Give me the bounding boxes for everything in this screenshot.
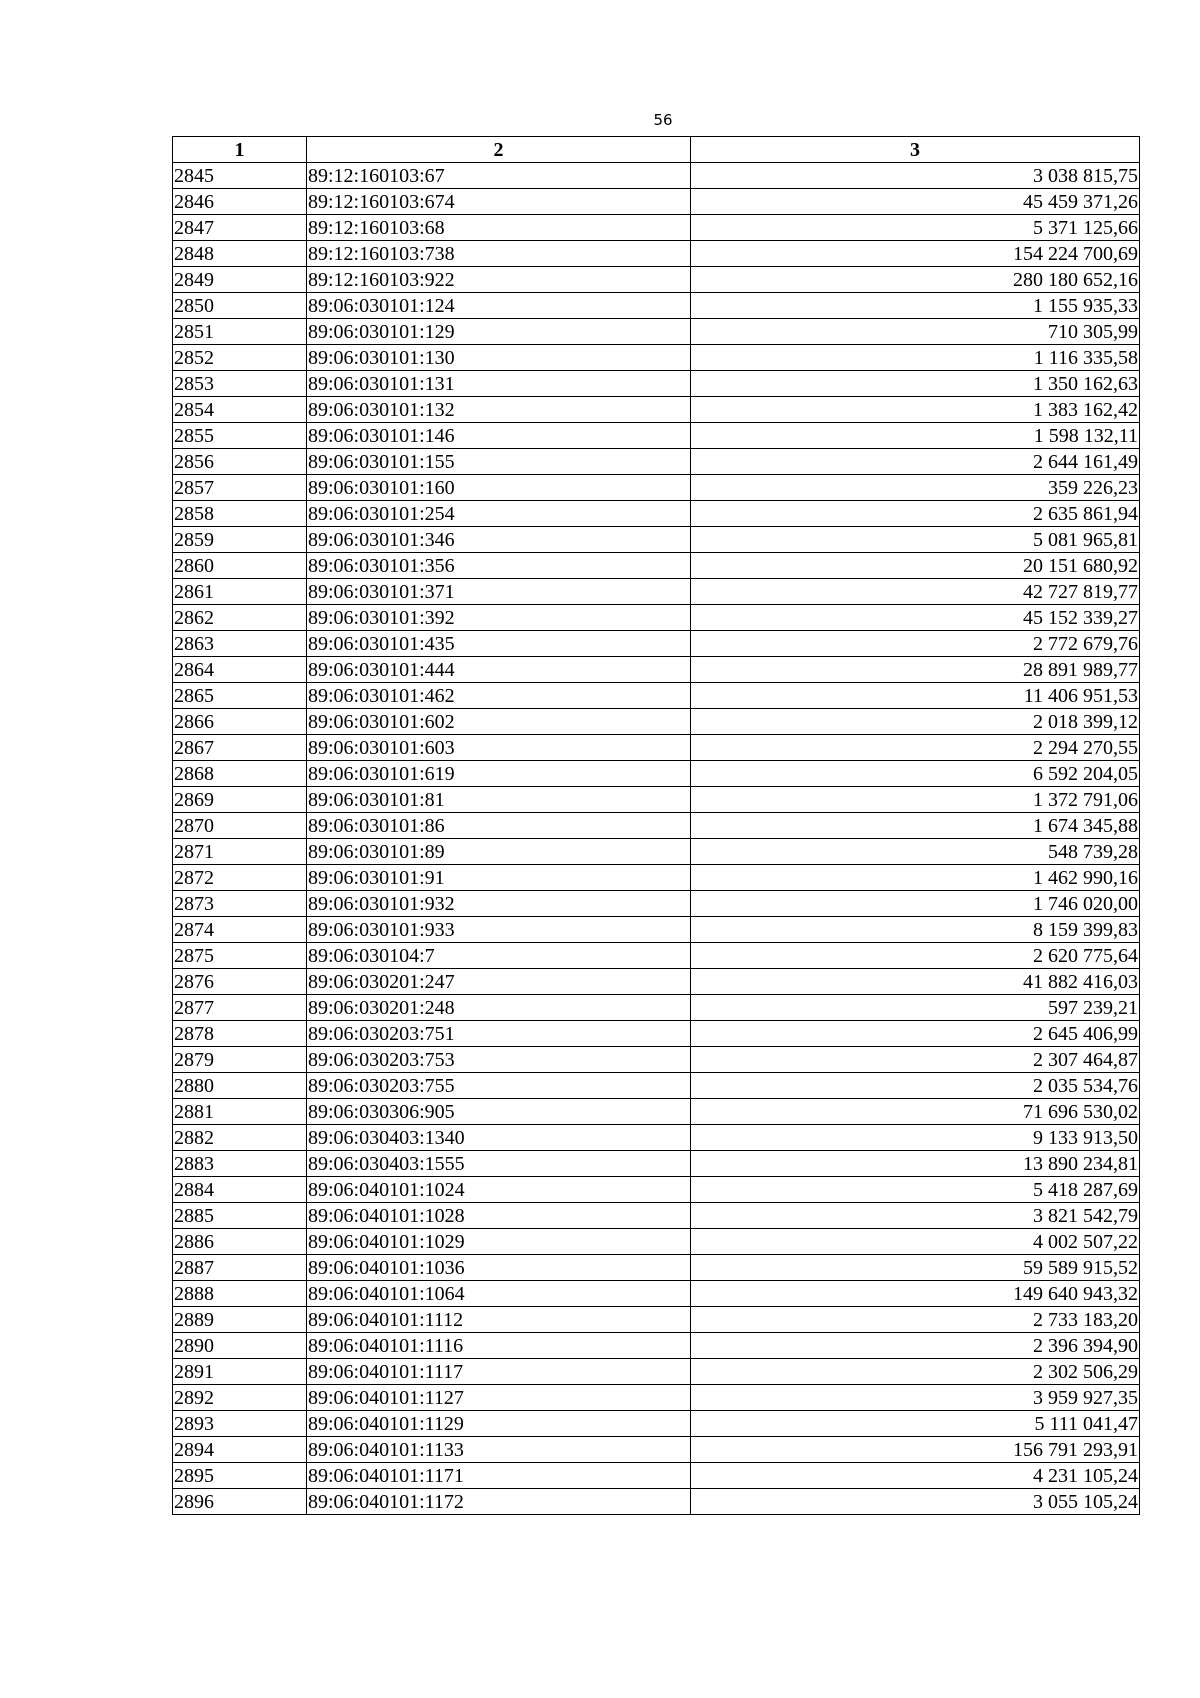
cadastral-number-cell: 89:12:160103:67	[307, 163, 691, 189]
table-row	[173, 1047, 1140, 1073]
table-row	[173, 397, 1140, 423]
row-number-cell: 2863	[173, 631, 307, 657]
value-cell: 2 645 406,99	[691, 1021, 1140, 1047]
row-number-cell: 2874	[173, 917, 307, 943]
row-number-cell: 2895	[173, 1463, 307, 1489]
row-number-cell: 2855	[173, 423, 307, 449]
table-row	[173, 657, 1140, 683]
cadastral-number-cell: 89:06:030101:124	[307, 293, 691, 319]
cadastral-number-cell: 89:06:030101:435	[307, 631, 691, 657]
cadastral-number-cell: 89:06:030101:462	[307, 683, 691, 709]
table-row	[173, 683, 1140, 709]
value-cell: 1 350 162,63	[691, 371, 1140, 397]
cadastral-number-cell: 89:06:040101:1172	[307, 1489, 691, 1515]
value-cell: 2 018 399,12	[691, 709, 1140, 735]
value-cell: 2 294 270,55	[691, 735, 1140, 761]
table-row	[173, 163, 1140, 189]
table-row	[173, 293, 1140, 319]
table-row	[173, 735, 1140, 761]
row-number-cell: 2853	[173, 371, 307, 397]
table-row	[173, 761, 1140, 787]
table-row	[173, 1151, 1140, 1177]
table-row	[173, 449, 1140, 475]
row-number-cell: 2851	[173, 319, 307, 345]
table-row	[173, 579, 1140, 605]
value-cell: 2 035 534,76	[691, 1073, 1140, 1099]
cadastral-number-cell: 89:06:040101:1028	[307, 1203, 691, 1229]
value-cell: 5 111 041,47	[691, 1411, 1140, 1437]
row-number-cell: 2845	[173, 163, 307, 189]
table-row	[173, 215, 1140, 241]
column-header-2: 2	[307, 137, 691, 163]
row-number-cell: 2885	[173, 1203, 307, 1229]
value-cell: 280 180 652,16	[691, 267, 1140, 293]
row-number-cell: 2878	[173, 1021, 307, 1047]
table-row	[173, 1385, 1140, 1411]
cadastral-number-cell: 89:06:030203:751	[307, 1021, 691, 1047]
table-row	[173, 1411, 1140, 1437]
value-cell: 149 640 943,32	[691, 1281, 1140, 1307]
table-row	[173, 423, 1140, 449]
row-number-cell: 2892	[173, 1385, 307, 1411]
table-row	[173, 1333, 1140, 1359]
row-number-cell: 2889	[173, 1307, 307, 1333]
cadastral-number-cell: 89:06:030403:1555	[307, 1151, 691, 1177]
table-row	[173, 371, 1140, 397]
row-number-cell: 2887	[173, 1255, 307, 1281]
cadastral-number-cell: 89:06:030101:132	[307, 397, 691, 423]
value-cell: 5 081 965,81	[691, 527, 1140, 553]
row-number-cell: 2859	[173, 527, 307, 553]
cadastral-number-cell: 89:06:030203:755	[307, 1073, 691, 1099]
value-cell: 597 239,21	[691, 995, 1140, 1021]
cadastral-number-cell: 89:06:040101:1036	[307, 1255, 691, 1281]
table-row	[173, 1073, 1140, 1099]
row-number-cell: 2848	[173, 241, 307, 267]
column-header-3: 3	[691, 137, 1140, 163]
row-number-cell: 2888	[173, 1281, 307, 1307]
row-number-cell: 2873	[173, 891, 307, 917]
value-cell: 3 821 542,79	[691, 1203, 1140, 1229]
cadastral-number-cell: 89:06:040101:1127	[307, 1385, 691, 1411]
row-number-cell: 2850	[173, 293, 307, 319]
value-cell: 2 733 183,20	[691, 1307, 1140, 1333]
cadastral-number-cell: 89:06:030101:86	[307, 813, 691, 839]
cadastral-number-cell: 89:06:030306:905	[307, 1099, 691, 1125]
value-cell: 154 224 700,69	[691, 241, 1140, 267]
cadastral-number-cell: 89:06:030101:89	[307, 839, 691, 865]
value-cell: 3 038 815,75	[691, 163, 1140, 189]
row-number-cell: 2860	[173, 553, 307, 579]
row-number-cell: 2880	[173, 1073, 307, 1099]
value-cell: 2 772 679,76	[691, 631, 1140, 657]
cadastral-number-cell: 89:06:030104:7	[307, 943, 691, 969]
value-cell: 3 959 927,35	[691, 1385, 1140, 1411]
row-number-cell: 2856	[173, 449, 307, 475]
table-row	[173, 1359, 1140, 1385]
value-cell: 9 133 913,50	[691, 1125, 1140, 1151]
row-number-cell: 2882	[173, 1125, 307, 1151]
table-row	[173, 1021, 1140, 1047]
value-cell: 41 882 416,03	[691, 969, 1140, 995]
row-number-cell: 2861	[173, 579, 307, 605]
row-number-cell: 2875	[173, 943, 307, 969]
value-cell: 1 462 990,16	[691, 865, 1140, 891]
row-number-cell: 2862	[173, 605, 307, 631]
cadastral-number-cell: 89:06:030101:371	[307, 579, 691, 605]
cadastral-number-cell: 89:12:160103:738	[307, 241, 691, 267]
table-row	[173, 969, 1140, 995]
table-row	[173, 917, 1140, 943]
cadastral-number-cell: 89:06:040101:1117	[307, 1359, 691, 1385]
table-row	[173, 943, 1140, 969]
row-number-cell: 2869	[173, 787, 307, 813]
cadastral-number-cell: 89:06:040101:1112	[307, 1307, 691, 1333]
cadastral-number-cell: 89:06:040101:1029	[307, 1229, 691, 1255]
table-row	[173, 813, 1140, 839]
cadastral-number-cell: 89:06:030101:81	[307, 787, 691, 813]
table-body	[173, 163, 1140, 1515]
value-cell: 28 891 989,77	[691, 657, 1140, 683]
value-cell: 4 231 105,24	[691, 1463, 1140, 1489]
value-cell: 156 791 293,91	[691, 1437, 1140, 1463]
cadastral-number-cell: 89:06:040101:1064	[307, 1281, 691, 1307]
cadastral-number-cell: 89:12:160103:922	[307, 267, 691, 293]
value-cell: 1 116 335,58	[691, 345, 1140, 371]
cadastral-number-cell: 89:06:030101:603	[307, 735, 691, 761]
value-cell: 1 746 020,00	[691, 891, 1140, 917]
row-number-cell: 2852	[173, 345, 307, 371]
row-number-cell: 2867	[173, 735, 307, 761]
value-cell: 6 592 204,05	[691, 761, 1140, 787]
value-cell: 548 739,28	[691, 839, 1140, 865]
table-row	[173, 1255, 1140, 1281]
value-cell: 45 152 339,27	[691, 605, 1140, 631]
cadastral-number-cell: 89:06:030101:933	[307, 917, 691, 943]
row-number-cell: 2877	[173, 995, 307, 1021]
data-table	[172, 136, 1140, 1515]
value-cell: 71 696 530,02	[691, 1099, 1140, 1125]
cadastral-number-cell: 89:12:160103:68	[307, 215, 691, 241]
cadastral-number-cell: 89:06:040101:1116	[307, 1333, 691, 1359]
cadastral-number-cell: 89:06:030101:444	[307, 657, 691, 683]
row-number-cell: 2868	[173, 761, 307, 787]
value-cell: 20 151 680,92	[691, 553, 1140, 579]
table-row	[173, 267, 1140, 293]
row-number-cell: 2890	[173, 1333, 307, 1359]
cadastral-number-cell: 89:06:040101:1133	[307, 1437, 691, 1463]
row-number-cell: 2847	[173, 215, 307, 241]
table-row	[173, 345, 1140, 371]
cadastral-number-cell: 89:06:030101:155	[307, 449, 691, 475]
row-number-cell: 2881	[173, 1099, 307, 1125]
row-number-cell: 2871	[173, 839, 307, 865]
cadastral-number-cell: 89:06:030201:248	[307, 995, 691, 1021]
cadastral-number-cell: 89:06:030101:932	[307, 891, 691, 917]
value-cell: 4 002 507,22	[691, 1229, 1140, 1255]
table-row	[173, 1203, 1140, 1229]
value-cell: 359 226,23	[691, 475, 1140, 501]
cadastral-number-cell: 89:06:040101:1129	[307, 1411, 691, 1437]
page-number: 56	[653, 111, 673, 129]
row-number-cell: 2865	[173, 683, 307, 709]
row-number-cell: 2879	[173, 1047, 307, 1073]
cadastral-number-cell: 89:06:030101:346	[307, 527, 691, 553]
value-cell: 2 302 506,29	[691, 1359, 1140, 1385]
column-header-1: 1	[173, 137, 307, 163]
row-number-cell: 2849	[173, 267, 307, 293]
table-row	[173, 1099, 1140, 1125]
row-number-cell: 2858	[173, 501, 307, 527]
cadastral-number-cell: 89:06:040101:1171	[307, 1463, 691, 1489]
value-cell: 2 396 394,90	[691, 1333, 1140, 1359]
value-cell: 59 589 915,52	[691, 1255, 1140, 1281]
cadastral-number-cell: 89:06:030101:392	[307, 605, 691, 631]
row-number-cell: 2891	[173, 1359, 307, 1385]
value-cell: 2 620 775,64	[691, 943, 1140, 969]
cadastral-number-cell: 89:12:160103:674	[307, 189, 691, 215]
row-number-cell: 2876	[173, 969, 307, 995]
cadastral-number-cell: 89:06:030101:619	[307, 761, 691, 787]
value-cell: 5 418 287,69	[691, 1177, 1140, 1203]
table-row	[173, 501, 1140, 527]
row-number-cell: 2894	[173, 1437, 307, 1463]
cadastral-number-cell: 89:06:030101:254	[307, 501, 691, 527]
table-row	[173, 1281, 1140, 1307]
value-cell: 1 598 132,11	[691, 423, 1140, 449]
table-row	[173, 1489, 1140, 1515]
cadastral-number-cell: 89:06:040101:1024	[307, 1177, 691, 1203]
row-number-cell: 2872	[173, 865, 307, 891]
row-number-cell: 2857	[173, 475, 307, 501]
row-number-cell: 2846	[173, 189, 307, 215]
cadastral-number-cell: 89:06:030101:131	[307, 371, 691, 397]
table-row	[173, 995, 1140, 1021]
table-row	[173, 527, 1140, 553]
table-row	[173, 865, 1140, 891]
row-number-cell: 2896	[173, 1489, 307, 1515]
cadastral-number-cell: 89:06:030101:129	[307, 319, 691, 345]
table-row	[173, 709, 1140, 735]
table-row	[173, 475, 1140, 501]
table-row	[173, 839, 1140, 865]
value-cell: 45 459 371,26	[691, 189, 1140, 215]
cadastral-number-cell: 89:06:030101:130	[307, 345, 691, 371]
row-number-cell: 2884	[173, 1177, 307, 1203]
value-cell: 3 055 105,24	[691, 1489, 1140, 1515]
value-cell: 2 307 464,87	[691, 1047, 1140, 1073]
value-cell: 5 371 125,66	[691, 215, 1140, 241]
value-cell: 2 644 161,49	[691, 449, 1140, 475]
cadastral-number-cell: 89:06:030101:602	[307, 709, 691, 735]
value-cell: 2 635 861,94	[691, 501, 1140, 527]
value-cell: 1 383 162,42	[691, 397, 1140, 423]
cadastral-number-cell: 89:06:030403:1340	[307, 1125, 691, 1151]
cadastral-number-cell: 89:06:030203:753	[307, 1047, 691, 1073]
value-cell: 710 305,99	[691, 319, 1140, 345]
table-row	[173, 189, 1140, 215]
table-row	[173, 1177, 1140, 1203]
value-cell: 1 155 935,33	[691, 293, 1140, 319]
row-number-cell: 2866	[173, 709, 307, 735]
table-row	[173, 891, 1140, 917]
row-number-cell: 2870	[173, 813, 307, 839]
row-number-cell: 2893	[173, 1411, 307, 1437]
value-cell: 1 674 345,88	[691, 813, 1140, 839]
table-row	[173, 1125, 1140, 1151]
table-row	[173, 1307, 1140, 1333]
table-row	[173, 241, 1140, 267]
table-row	[173, 631, 1140, 657]
value-cell: 13 890 234,81	[691, 1151, 1140, 1177]
table-row	[173, 787, 1140, 813]
row-number-cell: 2883	[173, 1151, 307, 1177]
value-cell: 42 727 819,77	[691, 579, 1140, 605]
cadastral-number-cell: 89:06:030101:146	[307, 423, 691, 449]
table-header-row	[173, 137, 1140, 163]
value-cell: 8 159 399,83	[691, 917, 1140, 943]
table-row	[173, 1437, 1140, 1463]
value-cell: 1 372 791,06	[691, 787, 1140, 813]
row-number-cell: 2854	[173, 397, 307, 423]
table-row	[173, 319, 1140, 345]
table-row	[173, 605, 1140, 631]
cadastral-number-cell: 89:06:030201:247	[307, 969, 691, 995]
value-cell: 11 406 951,53	[691, 683, 1140, 709]
table-row	[173, 1463, 1140, 1489]
table-row	[173, 1229, 1140, 1255]
cadastral-number-cell: 89:06:030101:356	[307, 553, 691, 579]
row-number-cell: 2864	[173, 657, 307, 683]
table-row	[173, 553, 1140, 579]
cadastral-number-cell: 89:06:030101:91	[307, 865, 691, 891]
row-number-cell: 2886	[173, 1229, 307, 1255]
cadastral-number-cell: 89:06:030101:160	[307, 475, 691, 501]
